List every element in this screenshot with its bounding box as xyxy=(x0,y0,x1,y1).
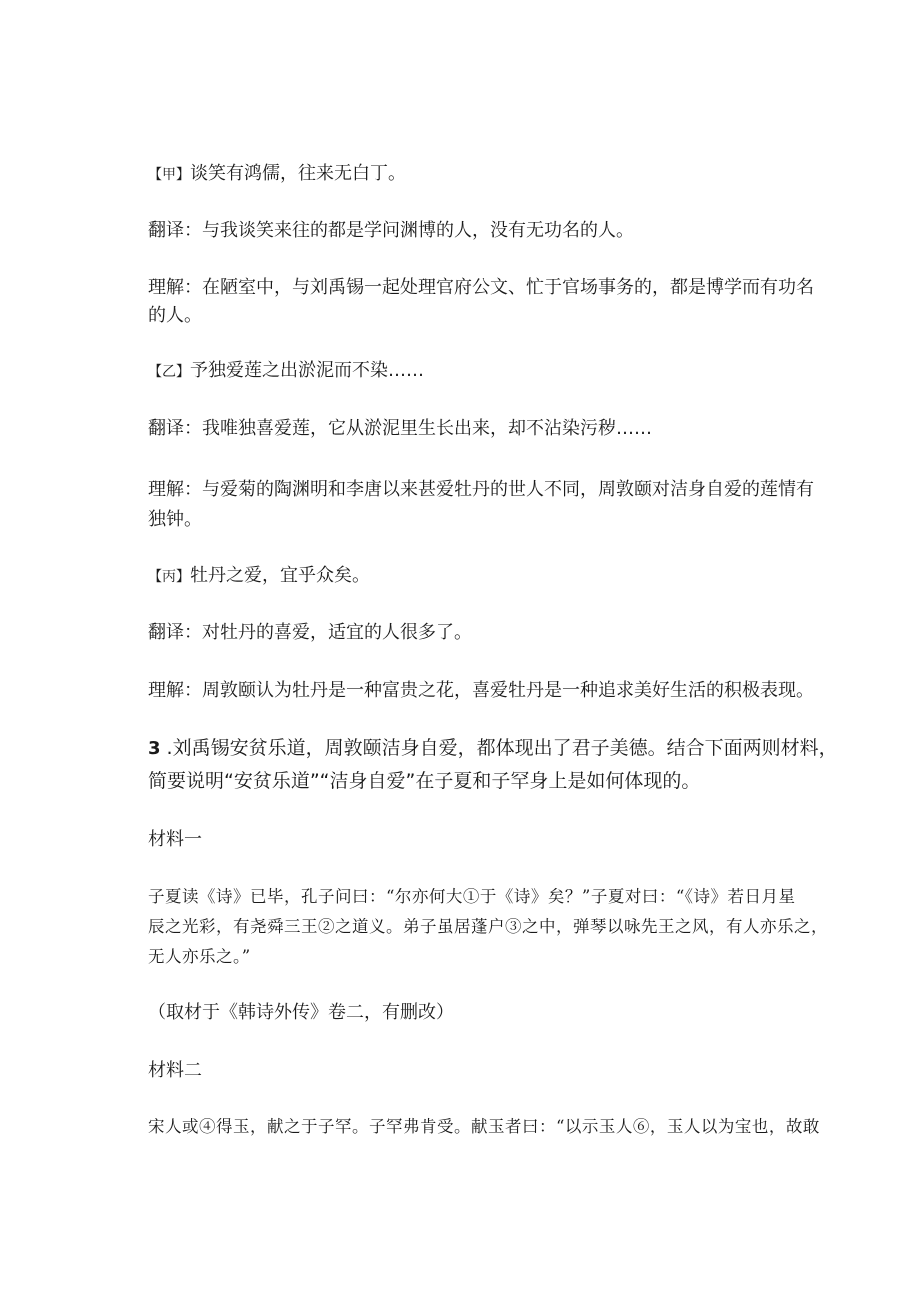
yi-label: 【乙】 xyxy=(148,364,190,380)
material1-line3: 无人亦乐之。” xyxy=(148,947,251,966)
question3-line1 xyxy=(148,733,848,764)
yi-quote: 予独爱莲之出淤泥而不染…… xyxy=(190,360,424,381)
yi-understanding-line1: 理解：与爱菊的陶渊明和李唐以来甚爱牡丹的世人不同，周敦颐对洁身自爱的莲情有 xyxy=(148,479,814,500)
material1-line2: 辰之光彩，有尧舜三王②之道义。弟子虽居蓬户③之中，弹琴以咏先王之风，有人亦乐之， xyxy=(148,917,828,936)
material2-heading: 材料二 xyxy=(148,1060,202,1081)
yi-quote-line xyxy=(148,356,848,387)
material2-line1: 宋人或④得玉，献之于子罕。子罕弗肯受。献玉者曰：“以示玉人⑥，玉人以为宝也，故敢 xyxy=(148,1117,820,1136)
bing-understanding: 理解：周敦颐认为牡丹是一种富贵之花，喜爱牡丹是一种追求美好生活的积极表现。 xyxy=(148,680,814,701)
jia-quote-line xyxy=(148,159,848,190)
bing-quote-line xyxy=(148,561,848,592)
material1-heading: 材料一 xyxy=(148,829,202,850)
bing-translation: 翻译：对牡丹的喜爱，适宜的人很多了。 xyxy=(148,622,472,643)
bing-label: 【丙】 xyxy=(148,569,190,585)
question3-line2: 简要说明“安贫乐道”“洁身自爱”在子夏和子罕身上是如何体现的。 xyxy=(148,770,701,792)
jia-label: 【甲】 xyxy=(148,167,190,183)
material1-source: （取材于《韩诗外传》卷二，有删改） xyxy=(148,1002,454,1023)
question3-number: 3 xyxy=(148,738,161,759)
material1-line1: 子夏读《诗》已毕，孔子问曰：“尔亦何大①于《诗》矣？”子夏对曰：“《诗》若日月星 xyxy=(148,887,796,906)
jia-translation: 翻译：与我谈笑来往的都是学问渊博的人，没有无功名的人。 xyxy=(148,220,634,241)
question3-text-line1: .刘禹锡安贫乐道，周敦颐洁身自爱，都体现出了君子美德。结合下面两则材料， xyxy=(166,737,838,759)
jia-quote: 谈笑有鸿儒，往来无白丁。 xyxy=(190,163,406,184)
jia-understanding-line2: 的人。 xyxy=(148,305,202,326)
jia-understanding-line1: 理解：在陋室中，与刘禹锡一起处理官府公文、忙于官场事务的，都是博学而有功名 xyxy=(148,277,814,298)
yi-translation: 翻译：我唯独喜爱莲，它从淤泥里生长出来，却不沾染污秽…… xyxy=(148,418,652,439)
bing-quote: 牡丹之爱，宜乎众矣。 xyxy=(190,565,370,586)
yi-understanding-line2: 独钟。 xyxy=(148,509,202,530)
